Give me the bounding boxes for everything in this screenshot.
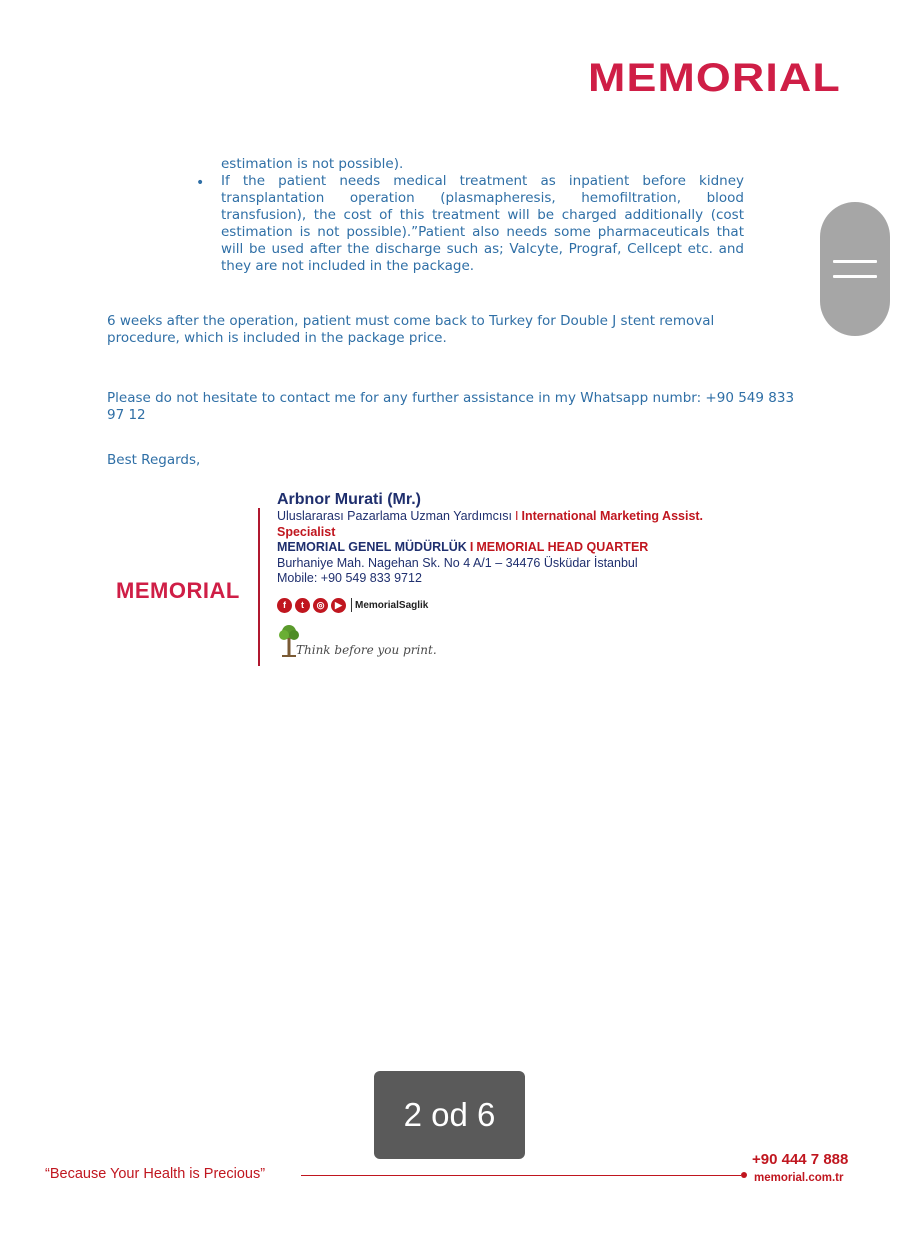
youtube-icon[interactable]: ▶ [331, 598, 346, 613]
signature-address: Burhaniye Mah. Nagehan Sk. No 4 A/1 – 34476 Üsküdar İstanbul [277, 555, 638, 570]
title-turkish: Uluslararası Pazarlama Uzman Yardımcısı [277, 509, 513, 523]
org-separator: I [469, 540, 474, 554]
signature-organization [277, 540, 757, 556]
memorial-header-logo: MEMORIAL [588, 56, 841, 100]
grip-line-top [833, 260, 877, 263]
scrollbar-handle[interactable] [820, 202, 890, 336]
instagram-icon[interactable]: ◎ [313, 598, 328, 613]
org-english: MEMORIAL HEAD QUARTER [476, 540, 649, 554]
page-indicator: 2 od 6 [374, 1071, 525, 1159]
bullet-dot-icon: • [196, 175, 205, 191]
footer-rule-end-dot [741, 1172, 747, 1178]
signature-divider [258, 508, 260, 666]
footer-website[interactable]: memorial.com.tr [754, 1172, 844, 1184]
social-handle[interactable]: MemorialSaglik [355, 599, 429, 611]
footer-slogan: “Because Your Health is Precious” [45, 1166, 266, 1182]
signature-title [277, 509, 757, 540]
grip-line-bottom [833, 275, 877, 278]
signature-name: Arbnor Murati (Mr.) [277, 491, 421, 508]
footer-phone: +90 444 7 888 [752, 1151, 849, 1168]
facebook-icon[interactable]: f [277, 598, 292, 613]
handle-separator [351, 598, 352, 612]
org-turkish: MEMORIAL GENEL MÜDÜRLÜK [277, 540, 467, 554]
contact-paragraph: Please do not hesitate to contact me for any further assistance in my Whatsapp numbr: +90 549 833 97 12 [107, 390, 795, 423]
bullet-list-item [196, 173, 744, 275]
title-english: International Marketing Assist. Specialist [277, 509, 704, 539]
email-signature [277, 490, 757, 587]
closing-regards: Best Regards, [107, 452, 201, 468]
stent-removal-paragraph: 6 weeks after the operation, patient must come back to Turkey for Double J stent removal procedure, which is included in the package price. [107, 313, 715, 346]
social-media-row [277, 596, 428, 614]
footer-rule [301, 1175, 741, 1176]
signature-memorial-logo: MEMORIAL [116, 578, 240, 603]
continued-text-line: estimation is not possible). [221, 156, 404, 172]
title-separator: I [515, 509, 519, 523]
signature-mobile: Mobile: +90 549 833 9712 [277, 571, 422, 585]
think-before-print-note: Think before you print. [296, 643, 437, 657]
twitter-icon[interactable]: t [295, 598, 310, 613]
bullet-text: If the patient needs medical treatment as inpatient before kidney transplantation operation (plasmapheresis, hemofiltration, blood transfusion), the cost of this treatment will be charged additionally (cost estimation is not possible).”Patient also needs some pharmaceuticals that will be used after the discharge such as; Valcyte, Prograf, Cellcept etc. and they are not included in the package. [221, 173, 744, 274]
